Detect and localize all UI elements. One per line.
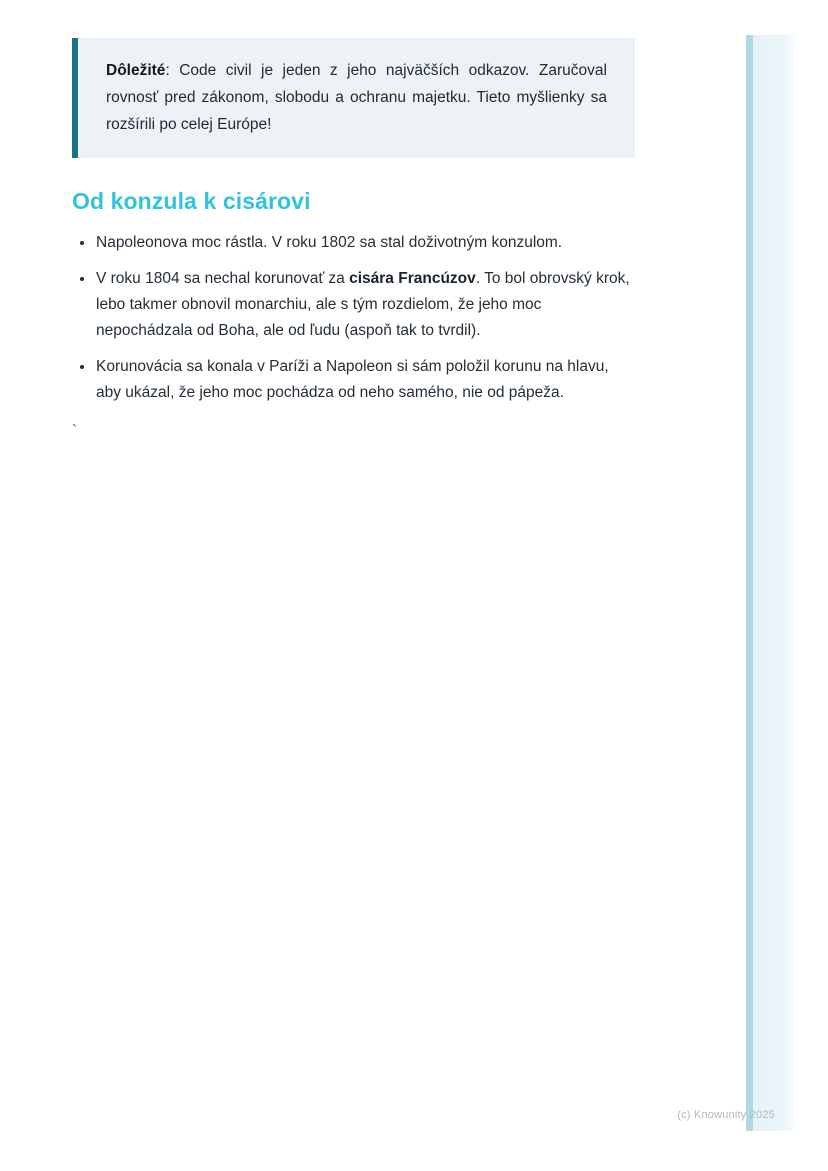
list-item bbox=[95, 230, 635, 256]
section-heading: Od konzula k cisárovi bbox=[72, 188, 311, 214]
copyright-footer: (c) Knowunity 2025 bbox=[677, 1109, 775, 1121]
stray-backtick: ` bbox=[72, 422, 77, 440]
list-item-bold-text: cisára Francúzov bbox=[349, 270, 476, 288]
document-content bbox=[0, 0, 828, 440]
callout-separator: : bbox=[165, 62, 180, 79]
important-callout bbox=[72, 38, 635, 158]
list-item-text: . To bol obrovský krok, lebo takmer obnovil monarchiu, ale s tým rozdielom, že jeho moc nepochádzala od Boha, ale od ľudu (aspoň tak to tvrdil). bbox=[96, 270, 630, 340]
callout-label: Dôležité bbox=[106, 62, 166, 79]
list-item bbox=[95, 354, 635, 406]
list-item bbox=[95, 266, 635, 344]
bullet-list bbox=[72, 230, 635, 406]
list-item-text: Napoleonova moc rástla. V roku 1802 sa stal doživotným konzulom. bbox=[96, 234, 563, 252]
callout-body: Code civil je jeden z jeho najväčších odkazov. Zaručoval rovnosť pred zákonom, slobodu a ochranu majetku. Tieto myšlienky sa rozšírili po celej Európe! bbox=[106, 62, 607, 133]
list-item-text: V roku 1804 sa nechal korunovať za bbox=[96, 270, 350, 288]
list-item-text: Korunovácia sa konala v Paríži a Napoleon si sám položil korunu na hlavu, aby ukázal, že jeho moc pochádza od neho samého, nie od pápeža. bbox=[96, 358, 609, 402]
callout-text bbox=[106, 57, 607, 138]
